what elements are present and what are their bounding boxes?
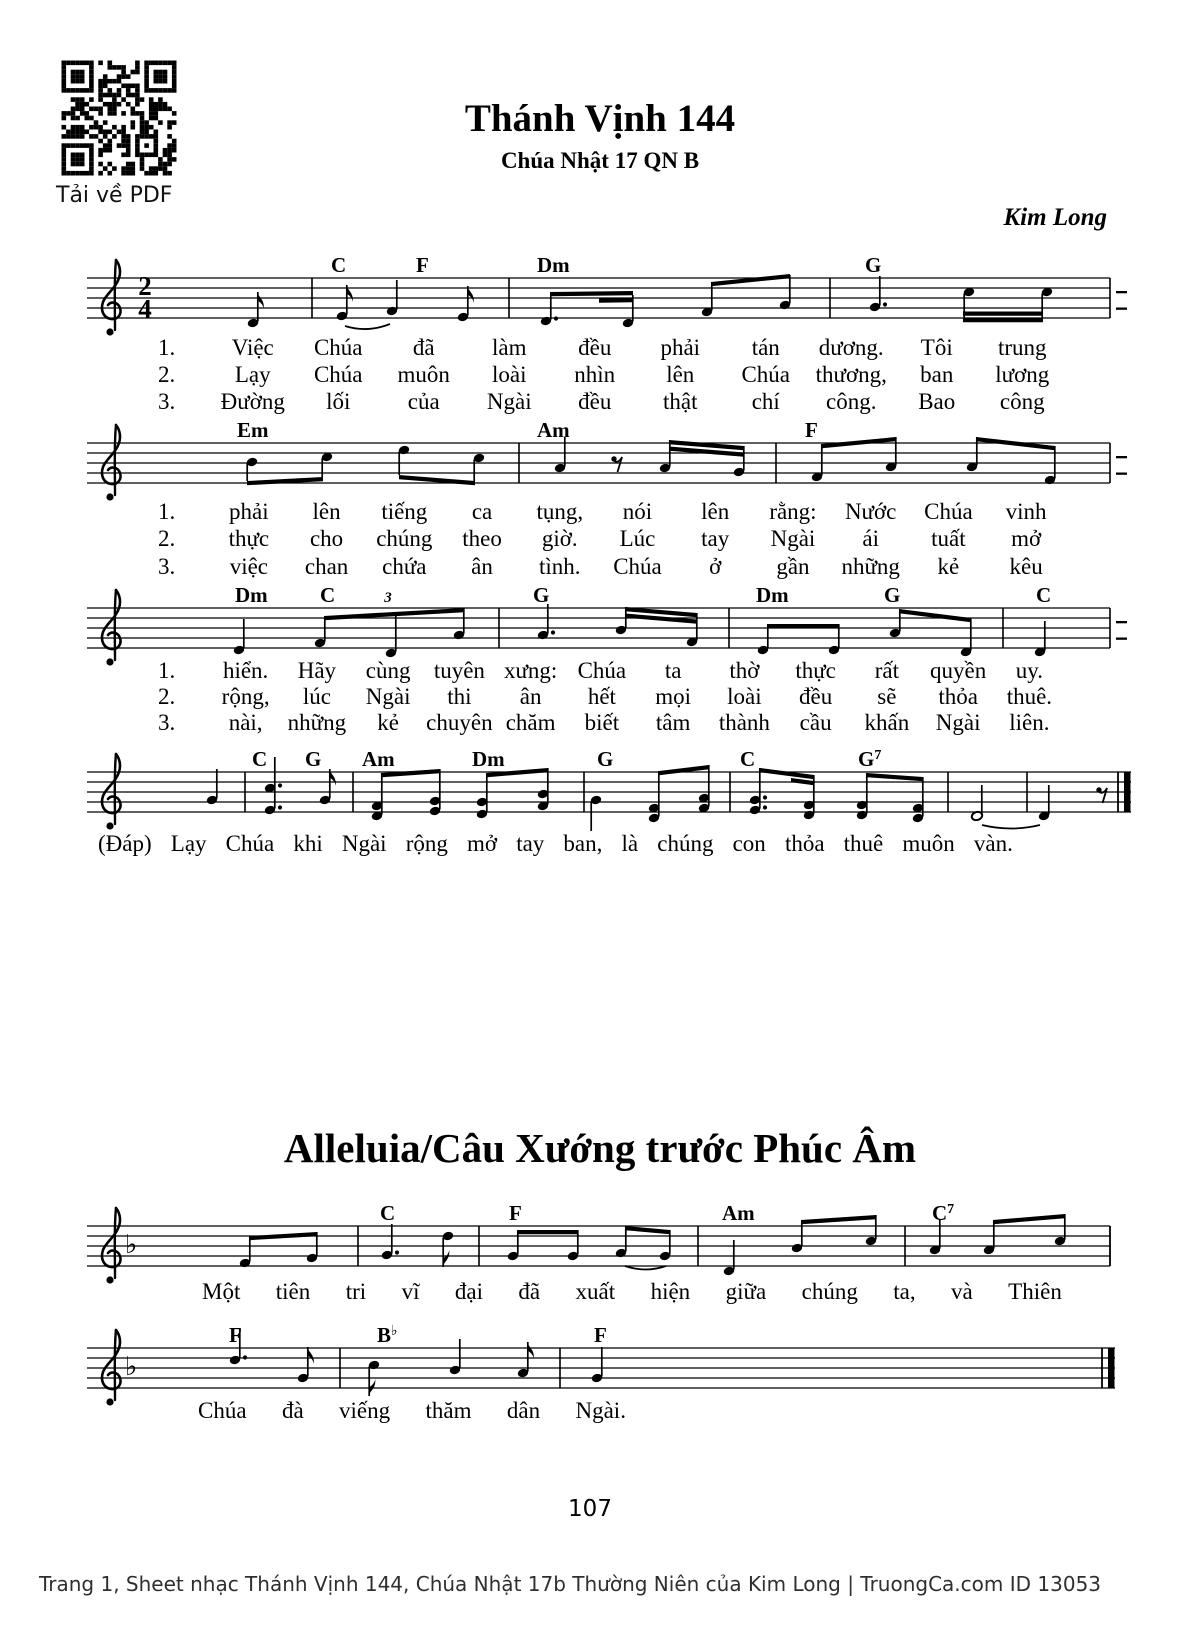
psalm-lyrics-block-1: [150, 334, 1065, 416]
lyric-word: chan: [304, 553, 349, 579]
beam: [963, 312, 1043, 316]
verse-row: [150, 710, 1065, 736]
beam: [899, 609, 971, 622]
lyric-word: ái: [862, 526, 879, 552]
lyric-word: tuyên: [433, 658, 485, 683]
lyric-word: nói: [622, 498, 653, 524]
alleluia-lyric-line-2: [198, 1398, 626, 1424]
chord-symbol: $G^7$: [858, 747, 882, 771]
lyric-word: tâm: [655, 710, 691, 735]
lyric-word: lên: [701, 498, 730, 524]
lyric-word: thành: [718, 710, 770, 735]
svg-text:♭: ♭: [125, 1230, 138, 1260]
chord-symbol: Dm: [235, 583, 268, 607]
chord-symbol: Em: [237, 418, 269, 442]
lyric-word: thuê.: [1006, 684, 1053, 709]
page-title: Thánh Vịnh 144: [464, 97, 736, 140]
lyric-word: khi: [293, 831, 323, 856]
lyric-word: Chúa: [577, 658, 627, 683]
lyric-word: tán: [751, 334, 780, 360]
chord-symbol: Am: [362, 747, 395, 771]
chord-symbol: G: [884, 583, 901, 607]
lyric-word: chứa: [382, 553, 427, 579]
lyric-word: công: [999, 389, 1045, 415]
verse-number: 1.: [158, 658, 176, 683]
lyric-word: tiên: [275, 1279, 311, 1304]
psalm-staff-1: [85, 248, 1145, 348]
beam: [247, 477, 323, 485]
lyric-word: thương,: [815, 361, 887, 387]
lyric-word: giữa: [725, 1279, 767, 1304]
beam: [976, 437, 1055, 450]
verse-row: [150, 526, 1065, 554]
lyric-word: tụng,: [536, 498, 584, 524]
lyric-word: loài: [727, 684, 762, 709]
lyric-word: Ngài.: [575, 1398, 626, 1423]
lyric-word: giờ.: [541, 526, 578, 552]
lyric-word: thực: [795, 658, 836, 683]
lyric-word: Chúa: [225, 831, 275, 856]
beam: [517, 1230, 578, 1234]
beam: [550, 291, 633, 296]
lyric-word: thi: [447, 684, 472, 709]
lyric-word: liên.: [1009, 710, 1050, 735]
lyric-word: dân: [506, 1398, 541, 1423]
verse-number: 2.: [158, 684, 176, 709]
lyric-word: Ngài: [935, 710, 981, 735]
lyric-word: Bao: [918, 389, 956, 415]
svg-text:3: 3: [384, 590, 392, 606]
beam: [711, 274, 790, 286]
beam: [599, 298, 633, 303]
lyric-word: Thiên: [1008, 1279, 1062, 1304]
alleluia-heading: Alleluia/Câu Xướng trước Phúc Âm: [283, 1125, 917, 1171]
lyric-word: rộng: [405, 831, 448, 856]
tie: [345, 324, 390, 329]
lyric-word: đều: [578, 389, 612, 415]
lyric-word: đều: [799, 684, 833, 709]
svg-text:♭: ♭: [125, 1352, 138, 1382]
lyric-word: vàn.: [973, 831, 1013, 856]
chord-symbol: G: [305, 747, 322, 771]
lyric-word: chúng: [376, 526, 433, 552]
beam: [249, 1232, 317, 1240]
beam: [767, 624, 839, 628]
lyric-word: đã: [518, 1279, 541, 1304]
lyric-word: ca: [471, 498, 493, 524]
beam: [760, 768, 814, 779]
svg-text:4: 4: [138, 294, 152, 324]
chord-symbol: F: [509, 1201, 522, 1225]
lyric-word: Hãy: [297, 658, 337, 683]
lyric-word: tuất: [931, 526, 966, 552]
lyric-word: chí: [751, 389, 780, 415]
lyric-word: Ngài: [770, 526, 816, 552]
lyric-word: mọi: [655, 684, 692, 709]
lyric-word: vĩ: [401, 1279, 420, 1304]
lyric-word: mở: [1011, 526, 1042, 552]
chord-symbol: C: [331, 253, 347, 277]
lyric-word: Việc: [231, 334, 274, 360]
lyric-word: việc: [229, 553, 269, 579]
lyric-word: đại: [454, 1279, 483, 1304]
lyric-word: uy.: [1015, 658, 1043, 683]
lyric-word: tri: [345, 1279, 367, 1304]
verse-row: [150, 553, 1065, 581]
lyric-word: viếng: [339, 1398, 391, 1423]
chord-symbol: C: [1036, 583, 1052, 607]
lyric-word: thực: [228, 526, 270, 552]
lyric-word: vinh: [1005, 498, 1047, 524]
svg-text:2: 2: [138, 271, 152, 301]
tie: [982, 825, 1040, 829]
lyric-word: Tôi: [920, 334, 953, 360]
chord-symbol: F: [594, 1323, 607, 1347]
lyric-word: rất: [874, 658, 899, 683]
lyric-word: ban,: [563, 831, 603, 856]
eighth-flag: [443, 1250, 449, 1267]
chord-symbol: Dm: [472, 747, 505, 771]
footer-caption: Trang 1, Sheet nhạc Thánh Vịnh 144, Chúa Nhật 17b Thường Niên của Kim Long | TruongCa.com ID 13053: [38, 1572, 1102, 1596]
lyric-word: chăm: [505, 710, 556, 735]
lyric-word: biết: [584, 710, 620, 735]
beam: [867, 773, 923, 781]
verse-number: 3.: [158, 710, 176, 735]
lyric-word: kẻ: [377, 710, 399, 735]
lyric-word: phải: [660, 334, 701, 360]
lyric-word: và: [951, 1279, 973, 1304]
lyric-word: phải: [229, 498, 269, 524]
lyric-word: làm: [492, 334, 527, 360]
lyric-word: nhìn: [574, 361, 616, 387]
lyric-word: nài,: [228, 710, 263, 735]
lyric-word: Một: [202, 1279, 241, 1304]
lyric-word: lên: [312, 498, 341, 524]
lyric-word: những: [841, 553, 900, 579]
chord-symbol: Dm: [756, 583, 789, 607]
page-number: 107: [568, 1496, 612, 1522]
lyric-word: (Đáp): [98, 831, 152, 856]
lyric-word: tiếng: [381, 498, 428, 524]
lyric-word: thuê: [843, 831, 884, 856]
psalm-lyrics-block-2: [150, 498, 1065, 581]
lyric-word: thỏa: [938, 684, 978, 709]
lyric-word: rằng:: [769, 498, 817, 524]
composer-credit: Kim Long: [1003, 204, 1107, 231]
lyric-word: hết: [587, 684, 616, 709]
lyric-word: lương: [995, 361, 1050, 387]
chord-symbol: Dm: [537, 253, 570, 277]
verse-row: [150, 658, 1065, 684]
verse-number: 2.: [158, 526, 176, 552]
lyric-word: Nước: [844, 498, 897, 524]
verse-row: [150, 389, 1065, 416]
chord-symbol: B♭: [377, 1323, 398, 1347]
lyric-word: xuất: [575, 1279, 616, 1304]
lyric-word: Ngài: [365, 684, 411, 709]
lyric-word: ở: [709, 553, 722, 579]
lyric-word: rộng,: [221, 684, 270, 709]
lyric-word: ta: [664, 658, 682, 683]
lyric-word: Lạy: [234, 361, 271, 387]
lyric-word: những: [287, 710, 347, 735]
chord-symbol: F: [229, 1323, 242, 1347]
lyric-word: lối: [326, 389, 351, 415]
lyric-word: là: [621, 831, 639, 856]
chord-symbol: G: [597, 747, 614, 771]
lyric-word: hiện: [650, 1279, 691, 1304]
chord-symbol: Am: [722, 1201, 755, 1225]
lyric-word: Chúa: [313, 361, 363, 387]
verse-row: [150, 498, 1065, 526]
chord-symbol: C: [252, 747, 268, 771]
beam: [801, 1215, 876, 1224]
lyric-word: thờ: [729, 658, 760, 683]
beam: [659, 765, 709, 775]
lyric-word: tay: [516, 831, 545, 856]
alleluia-lyric-line-1: [202, 1279, 1062, 1305]
lyric-word: cùng: [365, 658, 411, 683]
lyric-word: khấn: [864, 710, 910, 735]
page-subtitle: Chúa Nhật 17 QN B: [500, 148, 700, 173]
lyric-word: quyền: [930, 658, 987, 683]
lyric-word: chuyên: [426, 710, 493, 735]
lyric-word: loài: [492, 361, 527, 387]
lyric-word: lúc: [302, 684, 331, 709]
chord-symbol: C: [320, 583, 336, 607]
lyric-word: ta,: [893, 1279, 916, 1304]
lyric-word: thỏa: [784, 831, 825, 856]
lyric-word: dương.: [818, 334, 884, 360]
lyric-word: lên: [666, 361, 695, 387]
beam: [399, 475, 475, 485]
download-pdf-link[interactable]: Tải về PDF: [56, 183, 173, 208]
lyric-word: con: [732, 831, 766, 856]
lyric-word: Lúc: [619, 526, 656, 552]
eighth-flag: [528, 1342, 534, 1359]
lyric-word: ban: [920, 361, 954, 387]
verse-row: [150, 361, 1065, 388]
lyric-word: chúng: [657, 831, 714, 856]
chord-symbol: Am: [537, 418, 570, 442]
response-lyric-line: [98, 831, 1013, 857]
lyric-word: Đường: [220, 389, 285, 415]
lyric-word: hiển.: [222, 658, 269, 683]
beam: [963, 318, 1043, 322]
lyric-word: tay: [701, 526, 730, 552]
lyric-word: của: [407, 389, 440, 415]
lyric-word: cầu: [799, 710, 832, 735]
eighth-flag: [258, 292, 264, 309]
lyric-word: tình.: [539, 553, 581, 579]
chord-symbol: C: [740, 747, 756, 771]
lyric-word: đã: [412, 334, 435, 360]
lyric-word: Chúa: [741, 361, 791, 387]
lyric-word: chúng: [801, 1279, 858, 1304]
lyric-word: đều: [578, 334, 612, 360]
lyric-word: muôn: [902, 831, 955, 856]
lyric-word: ân: [471, 553, 493, 579]
lyric-word: trung: [997, 334, 1047, 360]
lyric-word: mở: [467, 831, 498, 856]
lyric-word: Ngài: [341, 831, 387, 856]
verse-number: 3.: [158, 389, 176, 415]
lyric-word: theo: [462, 526, 502, 552]
lyric-word: Ngài: [486, 389, 532, 415]
lyric-word: Chúa: [613, 553, 662, 579]
psalm-lyrics-block-3: [150, 658, 1065, 736]
verse-number: 1.: [158, 334, 176, 360]
lyric-word: gần: [776, 553, 810, 579]
lyric-word: muôn: [397, 361, 450, 387]
chord-symbol: G: [533, 583, 550, 607]
lyric-word: sẽ: [877, 684, 897, 709]
eighth-flag: [308, 1347, 314, 1364]
lyric-word: Chúa: [924, 498, 973, 524]
verse-row: [150, 684, 1065, 710]
verse-row: [150, 334, 1065, 361]
chord-symbol: $C^7$: [932, 1201, 955, 1225]
lyric-word: ân: [519, 684, 542, 709]
beam: [625, 1226, 670, 1234]
lyric-word: thật: [663, 389, 698, 415]
lyric-word: đà: [281, 1398, 304, 1423]
chord-symbol: G: [865, 253, 882, 277]
lyric-word: kêu: [1009, 553, 1043, 579]
verse-number: 2.: [158, 361, 176, 387]
lyric-word: thăm: [425, 1398, 472, 1423]
verse-number: 3.: [158, 553, 176, 579]
lyric-word: công.: [826, 389, 877, 415]
verse-number: 1.: [158, 498, 176, 524]
chord-symbol: F: [805, 418, 818, 442]
psalm-staff-4: [85, 742, 1145, 842]
lyric-word: Chúa: [198, 1398, 247, 1423]
chord-symbol: F: [416, 253, 429, 277]
lyric-word: Chúa: [313, 334, 363, 360]
beam: [791, 778, 814, 785]
lyric-word: cho: [309, 526, 344, 552]
lyric-word: Lạy: [170, 831, 207, 856]
lyric-word: kẻ: [937, 553, 960, 579]
chord-symbol: C: [380, 1201, 396, 1225]
beam: [993, 1214, 1065, 1224]
lyric-word: xưng:: [503, 658, 558, 683]
